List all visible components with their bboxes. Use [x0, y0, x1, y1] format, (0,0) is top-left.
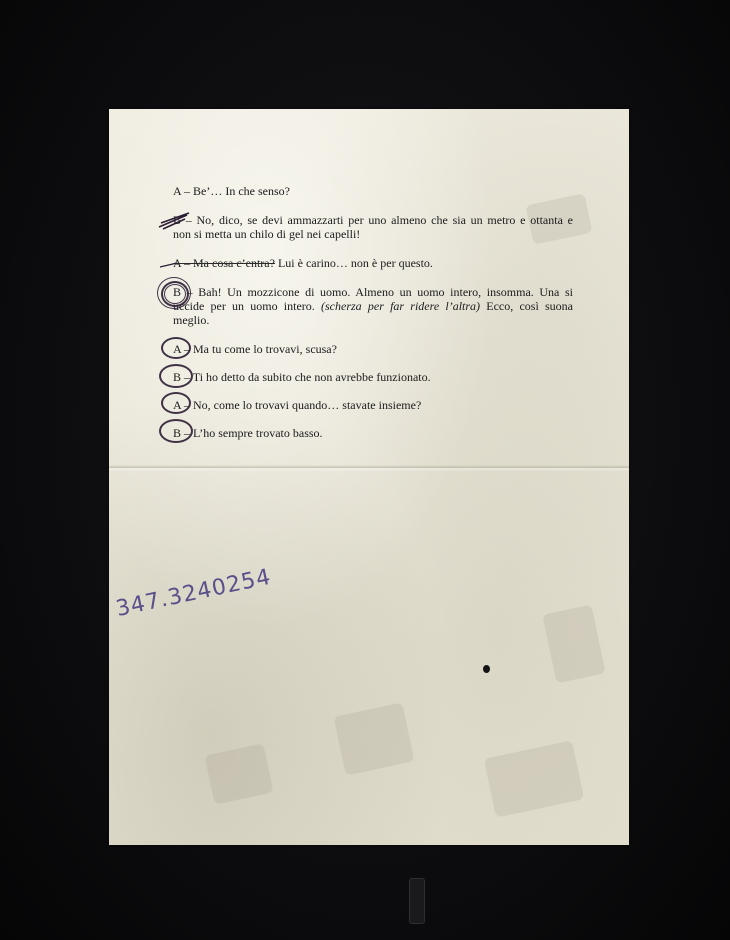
dialogue-line-4b	[173, 300, 573, 313]
dialogue-line-6: B – Ti ho detto da subito che non avrebbe funzionato.	[173, 370, 431, 384]
paper-hole	[483, 665, 490, 673]
paper-stain	[542, 605, 605, 684]
dialogue-line-3-rest: Lui è carino… non è per questo.	[274, 256, 433, 270]
dialogue-line-1: A – Be’… In che senso?	[173, 184, 290, 198]
struck-text: A – Ma cosa c’entra?	[173, 256, 275, 270]
dialogue-line-4b-end: Ecco, così suona	[480, 299, 574, 313]
paper-stain	[334, 702, 415, 775]
stage-direction: (scherza per far ridere l’altra)	[321, 299, 481, 313]
paper-fold-crease	[109, 465, 629, 471]
dialogue-line-4c: meglio.	[173, 313, 210, 327]
dialogue-line-5: A – Ma tu come lo trovavi, scusa?	[173, 342, 337, 356]
speaker-circle-a	[161, 392, 191, 414]
handwritten-phone-number: 347.3240254	[113, 564, 274, 622]
paper-stain	[484, 740, 585, 817]
scanner-tab	[409, 878, 425, 924]
speaker-circle-b	[159, 364, 193, 388]
dialogue-line-4a: B – Bah! Un mozzicone di uomo. Almeno un uomo intero, insomma. Una si	[173, 285, 573, 299]
paper-sheet	[109, 109, 629, 845]
speaker-circle-b	[159, 419, 193, 443]
speaker-circle-a	[161, 337, 191, 359]
dialogue-line-2b: non si metta un chilo di gel nei capelli!	[173, 227, 361, 241]
dialogue-line-2a: B – No, dico, se devi ammazzarti per uno almeno che sia un metro e ottanta e	[173, 213, 573, 227]
pen-strike-mark	[159, 261, 179, 271]
dialogue-line-3	[173, 257, 573, 270]
speaker-circle-b	[164, 284, 186, 304]
paper-stain	[204, 743, 273, 804]
dialogue-line-8: B – L’ho sempre trovato basso.	[173, 426, 323, 440]
dialogue-line-4b-start: uccide per un uomo intero.	[173, 299, 322, 313]
pen-scratch-mark	[157, 209, 197, 233]
dialogue-line-7: A – No, come lo trovavi quando… stavate insieme?	[173, 398, 422, 412]
